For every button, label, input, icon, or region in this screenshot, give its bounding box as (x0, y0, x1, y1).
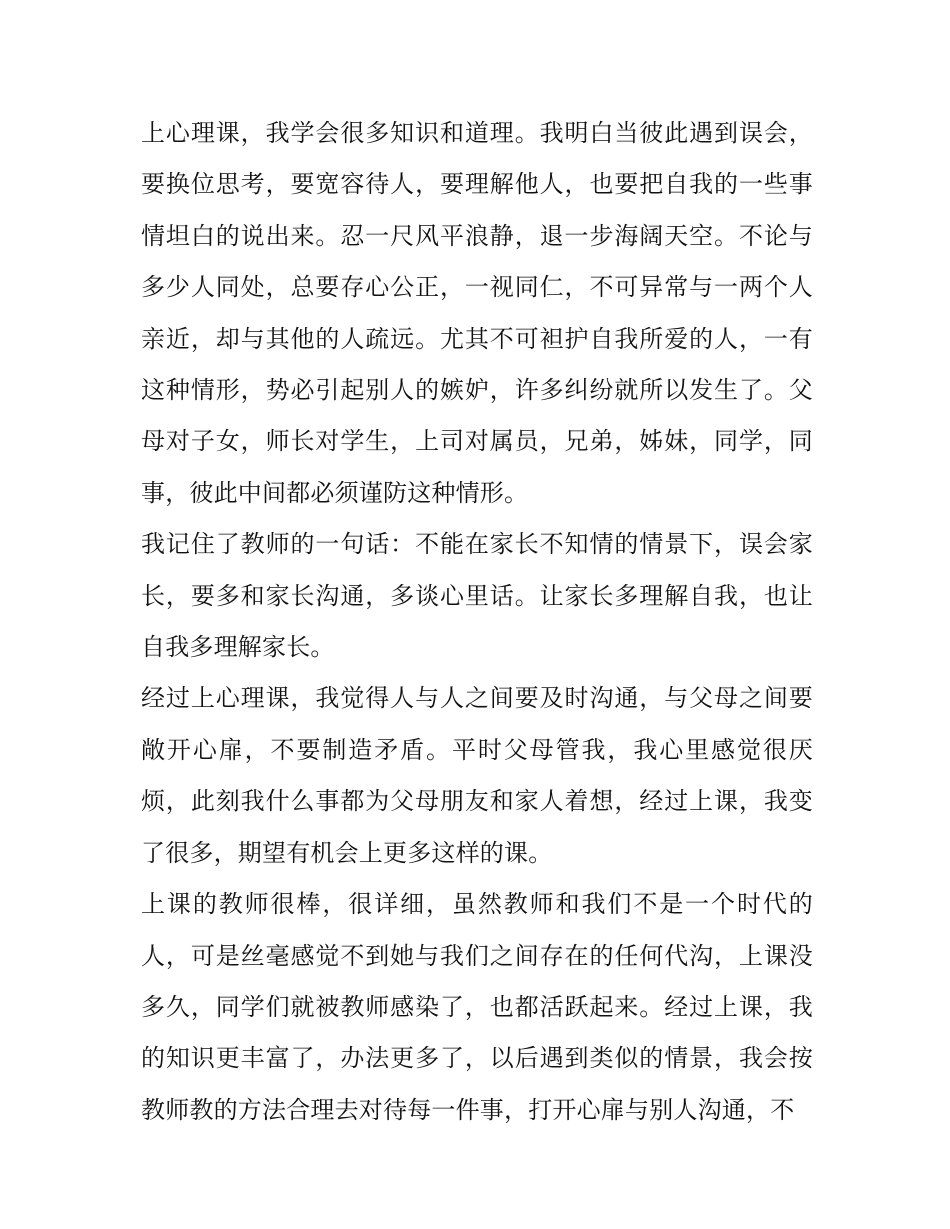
document-body (141, 108, 813, 1136)
paragraph-2: 我记住了教师的一句话：不能在家长不知情的情景下，误会家长，要多和家长沟通，多谈心里话。让家长多理解自我，也让自我多理解家长。 (141, 530, 813, 662)
paragraph-3: 经过上心理课，我觉得人与人之间要及时沟通，与父母之间要敞开心扉，不要制造矛盾。平时父母管我，我心里感觉很厌烦，此刻我什么事都为父母朋友和家人着想，经过上课，我变了很多，期望有机会上更多这样的课。 (141, 684, 813, 867)
paragraph-1: 上心理课，我学会很多知识和道理。我明白当彼此遇到误会，要换位思考，要宽容待人，要理解他人，也要把自我的一些事情坦白的说出来。忍一尺风平浪静，退一步海阔天空。不论与多少人同处，总要存心公正，一视同仁，不可异常与一两个人亲近，却与其他的人疏远。尤其不可袒护自我所爱的人，一有这种情形，势必引起别人的嫉妒，许多纠纷就所以发生了。父母对子女，师长对学生，上司对属员，兄弟，姊妹，同学，同事，彼此中间都必须谨防这种情形。 (141, 119, 813, 507)
paragraph-4: 上课的教师很棒，很详细，虽然教师和我们不是一个时代的人，可是丝毫感觉不到她与我们之间存在的任何代沟，上课没多久，同学们就被教师感染了，也都活跃起来。经过上课，我的知识更丰富了，办法更多了，以后遇到类似的情景，我会按教师教的方法合理去对待每一件事，打开心扉与别人沟通，不 (141, 890, 813, 1124)
